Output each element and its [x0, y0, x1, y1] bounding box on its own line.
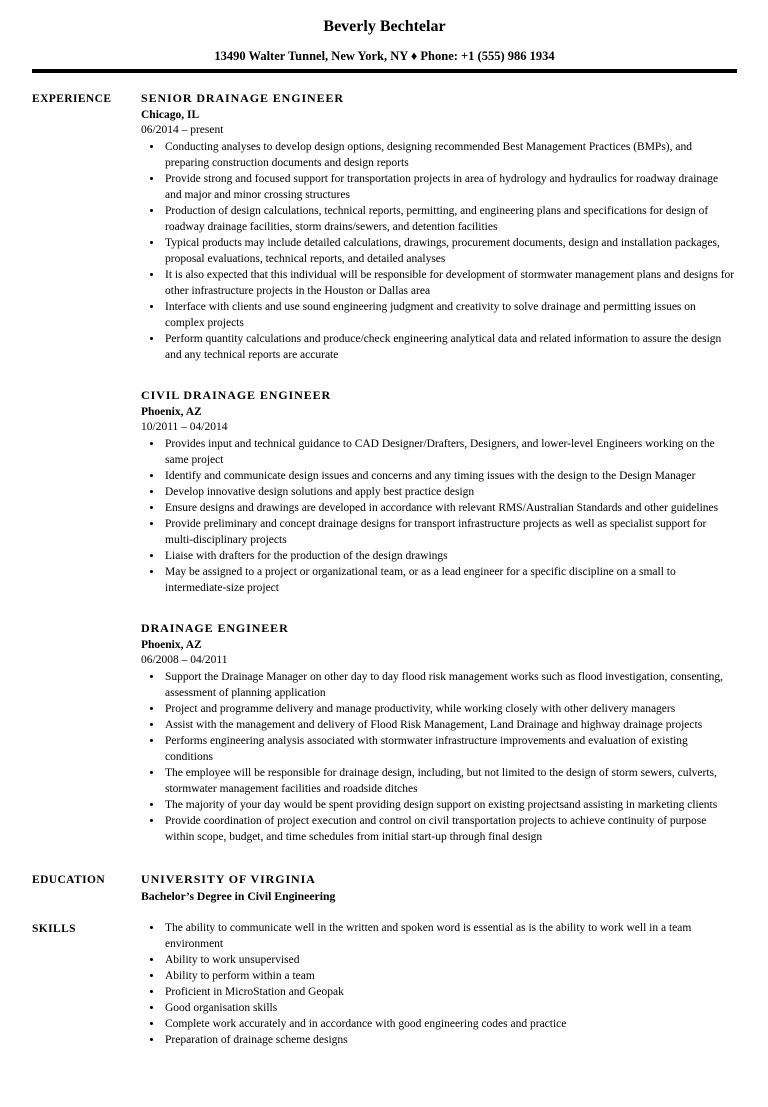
job-bullet: • Perform quantity calculations and produce/check engineering analytical data and related information to assure the design and any technical reports are accurate	[163, 331, 737, 363]
job-entry-civil-drainage-engineer	[141, 387, 737, 596]
job-bullet: • The majority of your day would be spent providing design support on existing projectsand assisting in marketing clients	[163, 797, 737, 813]
skill-bullet: • Ability to work unsupervised	[163, 952, 737, 968]
experience-content	[141, 90, 737, 845]
skill-bullet: • Good organisation skills	[163, 1000, 737, 1016]
job-location: Chicago, IL	[141, 109, 200, 121]
job-bullet: • Provide preliminary and concept drainage designs for transport infrastructure projects as well as specialist support for multi-disciplinary projects	[163, 516, 737, 548]
job-bullet: • Performs engineering analysis associated with stormwater infrastructure improvements and evaluation of existing conditions	[163, 733, 737, 765]
job-bullet: • Ensure designs and drawings are developed in accordance with relevant RMS/Australian Standards and other guidelines	[163, 500, 737, 516]
job-bullet: • Provide coordination of project execution and control on civil transportation projects to achieve continuity of purpose within scope, budget, and time schedules from initial start-up through final design	[163, 813, 737, 845]
job-dates: 06/2014 – present	[141, 124, 224, 136]
job-bullet: • Support the Drainage Manager on other day to day flood risk management works such as flood investigation, consenting, assessment of planning application	[163, 669, 737, 701]
job-bullet: • Project and programme delivery and manage productivity, while working closely with other delivery managers	[163, 701, 737, 717]
job-bullet: • Typical products may include detailed calculations, drawings, procurement documents, design and installation packages, proposal evaluations, technical reports, and detailed analyses	[163, 235, 737, 267]
job-bullet: • Conducting analyses to develop design options, designing recommended Best Management Practices (BMPs), and preparing construction documents and design reports	[163, 139, 737, 171]
job-title: DRAINAGE ENGINEER	[141, 621, 289, 635]
job-entry-drainage-engineer	[141, 620, 737, 845]
skills-section	[32, 920, 737, 1048]
skill-bullet: • Complete work accurately and in accordance with good engineering codes and practice	[163, 1016, 737, 1032]
job-bullet: • Provide strong and focused support for transportation projects in area of hydrology and hydraulics for roadway drainage and major and minor crossing structures	[163, 171, 737, 203]
job-bullet: • The employee will be responsible for drainage design, including, but not limited to the design of storm sewers, culverts, stormwater management facilities and roadside ditches	[163, 765, 737, 797]
experience-section	[32, 90, 737, 845]
education-school: UNIVERSITY OF VIRGINIA	[141, 872, 316, 886]
job-dates: 10/2011 – 04/2014	[141, 421, 228, 433]
job-bullet: • Assist with the management and delivery of Flood Risk Management, Land Drainage and highway drainage projects	[163, 717, 737, 733]
job-bullet-list	[141, 669, 737, 845]
education-section	[32, 871, 737, 905]
person-name: Beverly Bechtelar	[323, 18, 446, 35]
header-divider	[32, 69, 737, 73]
job-bullet: • Production of design calculations, technical reports, permitting, and engineering plans and specifications for design of roadway drainage facilities, storm drains/sewers, and detention facilities	[163, 203, 737, 235]
skills-content	[141, 920, 737, 1048]
job-bullet-list	[141, 436, 737, 596]
skills-bullet-list	[141, 920, 737, 1048]
job-dates: 06/2008 – 04/2011	[141, 654, 228, 666]
job-bullet: • May be assigned to a project or organizational team, or as a lead engineer for a specific discipline on a small to intermediate-size project	[163, 564, 737, 596]
job-location: Phoenix, AZ	[141, 406, 202, 418]
job-bullet: • Interface with clients and use sound engineering judgment and creativity to solve drainage and permitting issues on complex projects	[163, 299, 737, 331]
contact-line: 13490 Walter Tunnel, New York, NY ♦ Phone: +1 (555) 986 1934	[214, 49, 555, 63]
job-bullet: • Develop innovative design solutions and apply best practice design	[163, 484, 737, 500]
section-label-skills: SKILLS	[32, 923, 76, 935]
skill-bullet: • Preparation of drainage scheme designs	[163, 1032, 737, 1048]
section-label-education: EDUCATION	[32, 874, 106, 886]
skill-bullet: • Ability to perform within a team	[163, 968, 737, 984]
job-entry-senior-drainage-engineer	[141, 90, 737, 363]
job-bullet: • Provides input and technical guidance to CAD Designer/Drafters, Designers, and lower-level Engineers working on the same project	[163, 436, 737, 468]
job-bullet-list	[141, 139, 737, 363]
job-bullet: • Liaise with drafters for the production of the design drawings	[163, 548, 737, 564]
education-degree: Bachelor’s Degree in Civil Engineering	[141, 890, 336, 903]
skill-bullet: • Proficient in MicroStation and Geopak	[163, 984, 737, 1000]
job-bullet: • Identify and communicate design issues and concerns and any timing issues with the design to the Design Manager	[163, 468, 737, 484]
job-location: Phoenix, AZ	[141, 639, 202, 651]
job-bullet: • It is also expected that this individual will be responsible for development of stormwater management plans and designs for other infrastructure projects in the Houston or Dallas area	[163, 267, 737, 299]
skill-bullet: • The ability to communicate well in the written and spoken word is essential as is the ability to work well in a team environment	[163, 920, 737, 952]
resume-header	[32, 17, 737, 73]
job-title: CIVIL DRAINAGE ENGINEER	[141, 388, 332, 402]
education-content	[141, 871, 737, 905]
job-title: SENIOR DRAINAGE ENGINEER	[141, 91, 344, 105]
section-label-experience: EXPERIENCE	[32, 93, 112, 105]
